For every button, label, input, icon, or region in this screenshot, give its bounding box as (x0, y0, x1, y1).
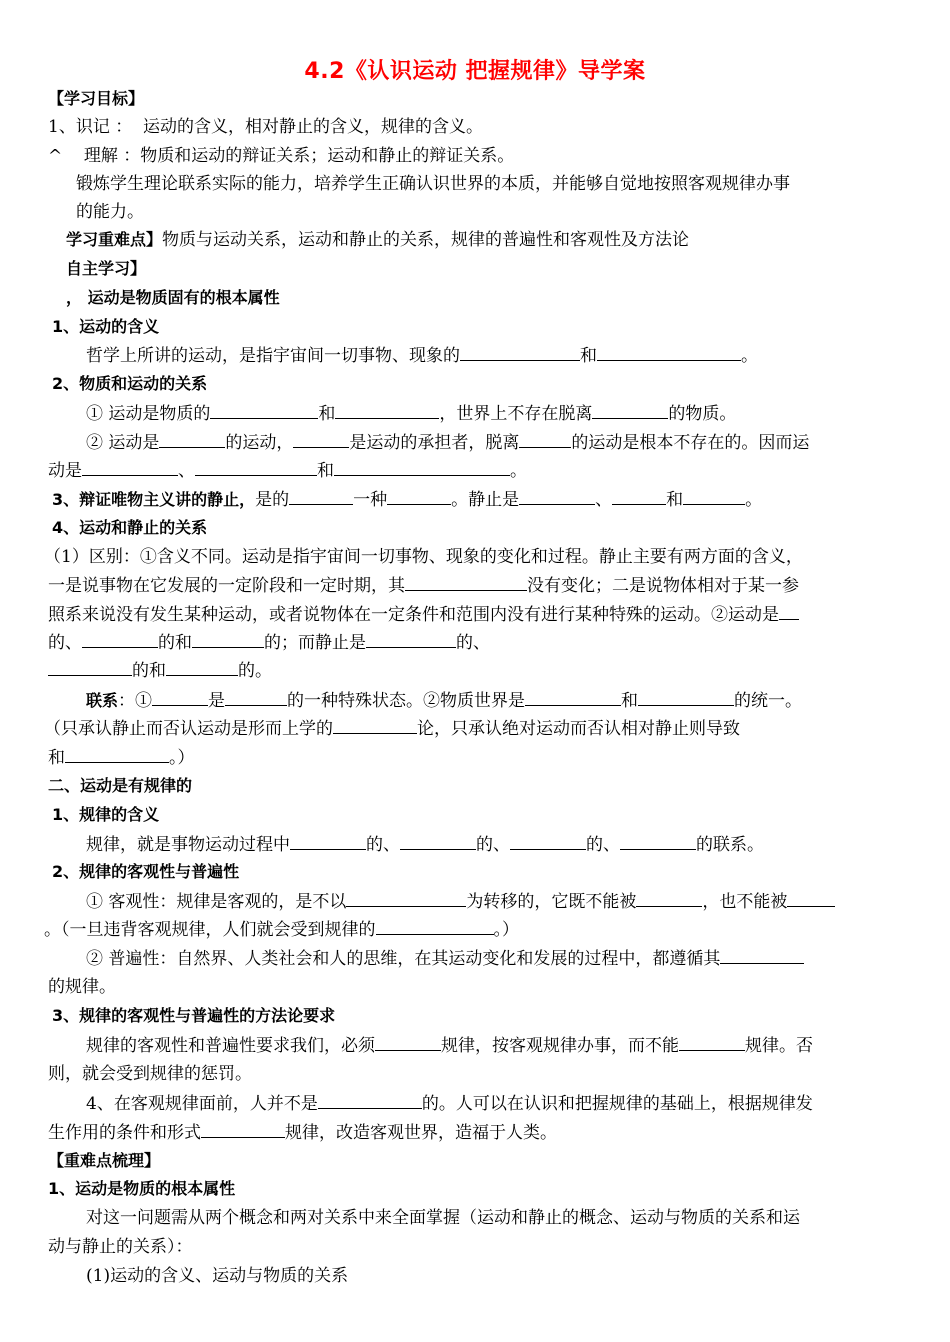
text: 。 (510, 461, 527, 481)
page-title: 4.2《认识运动 把握规律》导学案 (304, 59, 646, 84)
paragraph-2 (86, 402, 736, 425)
text: 的、 (476, 835, 510, 855)
subheading-2-2: 2、规律的客观性与普遍性 (52, 862, 240, 881)
paragraph-12 (44, 717, 740, 740)
blank[interactable] (720, 947, 804, 964)
blank[interactable] (201, 1121, 285, 1138)
text: ② 普遍性：自然界、人类社会和人的思维，在其运动变化和发展的过程中，都遵循其 (86, 949, 721, 969)
blank[interactable] (290, 833, 366, 850)
text: 4、在客观规律面前，人并不是 (86, 1094, 318, 1114)
text: 、 (178, 461, 195, 481)
text: 的、 (586, 835, 620, 855)
subheading-2-1: 1、规律的含义 (52, 805, 160, 824)
paragraph-23: 对这一问题需从两个概念和两对关系中来全面掌握（运动和静止的概念、运动与物质的关系和运 (86, 1208, 800, 1228)
text: 规律，按客观规律办事，而不能 (441, 1036, 679, 1056)
text: 规律的客观性和普遍性要求我们，必须 (86, 1036, 375, 1056)
blank[interactable] (679, 1034, 745, 1051)
blank[interactable] (638, 689, 734, 706)
text: 是运动的承担者，脱离 (349, 433, 520, 453)
text: 和 (317, 461, 334, 481)
text: ：① (118, 691, 153, 711)
objective-1 (48, 116, 483, 138)
blank[interactable] (289, 488, 353, 505)
text: 和 (621, 691, 639, 711)
paragraph-18: 的规律。 (48, 977, 116, 997)
subheading-1-3: 3、辩证唯物主义讲的静止， (52, 490, 256, 509)
paragraph-24: 动与静止的关系）： (48, 1237, 193, 1257)
blank[interactable] (195, 459, 317, 476)
blank[interactable] (333, 717, 417, 734)
text: 。） (169, 748, 195, 768)
blank[interactable] (159, 431, 225, 448)
blank[interactable] (192, 631, 264, 648)
text: ，世界上不存在脱离 (439, 404, 593, 424)
paragraph-17 (86, 947, 804, 970)
objective-3-line-2: 的能力。 (76, 202, 144, 222)
text: 哲学上所讲的运动，是指宇宙间一切事物、现象的 (86, 346, 460, 366)
paragraph-20: 则，就会受到规律的惩罚。 (48, 1064, 252, 1084)
text: ① 运动是物质的 (86, 404, 211, 424)
blank[interactable] (612, 488, 666, 505)
text: 。 (745, 490, 763, 510)
blank[interactable] (683, 488, 745, 505)
blank[interactable] (65, 746, 169, 763)
paragraph-6: （1）区别：①含义不同。运动是指宇宙间一切事物、现象的变化和过程。静止主要有两方面的含义， (44, 547, 803, 567)
objective-2-mark: ^ (48, 146, 63, 166)
blank[interactable] (636, 890, 702, 907)
blank[interactable] (510, 833, 586, 850)
paragraph-14 (86, 833, 764, 856)
paragraph-4 (48, 459, 527, 482)
text: ② 运动是 (86, 433, 160, 453)
blank[interactable] (519, 488, 595, 505)
blank[interactable] (779, 603, 799, 620)
blank[interactable] (334, 459, 510, 476)
text: 是 (208, 691, 226, 711)
paragraph-10 (48, 659, 272, 682)
section-3-heading: 【重难点梳理】 (48, 1151, 161, 1170)
objective-1-label: 1、识记 ： (48, 117, 133, 137)
subheading-1-2: 2、物质和运动的关系 (52, 374, 208, 393)
text: 的物质。 (668, 404, 737, 424)
text: 没有变化；二是说物体相对于某一参 (527, 576, 799, 596)
blank[interactable] (318, 1092, 422, 1109)
paragraph-8 (48, 603, 799, 626)
blank[interactable] (82, 631, 158, 648)
paragraph-22 (48, 1121, 557, 1144)
text: 的、 (48, 633, 82, 653)
objective-3-line-1: 锻炼学生理论联系实际的能力，培养学生正确认识世界的本质，并能够自觉地按照客观规律办事 (76, 174, 790, 194)
text: 生作用的条件和形式 (48, 1123, 201, 1143)
blank[interactable] (400, 833, 476, 850)
paragraph-19 (86, 1034, 813, 1057)
blank[interactable] (460, 344, 580, 361)
text: 一种 (353, 490, 388, 510)
text: 规律，改造客观世界，造福于人类。 (285, 1123, 557, 1143)
blank[interactable] (82, 459, 178, 476)
text: 和 (580, 346, 597, 366)
paragraph-5 (52, 488, 762, 511)
text: 动是 (48, 461, 82, 481)
text: 的和 (158, 633, 192, 653)
text: 。） (493, 920, 519, 940)
blank[interactable] (597, 344, 741, 361)
text: 的一种特殊状态。②物质世界是 (287, 691, 526, 711)
subheading-1-1: 1、运动的含义 (52, 317, 160, 336)
section-1-mark: ， (66, 288, 83, 307)
text: 规律，就是事物运动过程中 (86, 835, 290, 855)
blank[interactable] (620, 833, 696, 850)
blank[interactable] (366, 631, 456, 648)
key-points (66, 229, 689, 251)
blank[interactable] (519, 431, 571, 448)
subheading-1-4: 4、运动和静止的关系 (52, 518, 208, 537)
blank[interactable] (375, 1034, 441, 1051)
text: 的、 (366, 835, 400, 855)
blank[interactable] (387, 488, 451, 505)
objective-1-text: 运动的含义，相对静止的含义，规律的含义。 (143, 117, 484, 137)
self-study-heading: 自主学习】 (66, 259, 147, 278)
text: 为转移的，它既不能被 (466, 892, 637, 912)
text: 和 (666, 490, 684, 510)
blank[interactable] (525, 689, 621, 706)
key-points-body: 物质与运动关系，运动和静止的关系，规律的普遍性和客观性及方法论 (162, 230, 690, 250)
paragraph-3 (86, 431, 809, 454)
section-1-title: 运动是物质固有的根本属性 (87, 288, 280, 307)
text: 的。 (238, 661, 272, 681)
text: 和 (48, 748, 65, 768)
section-1-heading (66, 287, 280, 309)
text: 论，只承认绝对运动而否认相对静止则导致 (417, 719, 740, 739)
text: 的统一。 (734, 691, 803, 711)
text: 的运动， (225, 433, 294, 453)
paragraph-13 (48, 746, 195, 769)
paragraph-25: (1)运动的含义、运动与物质的关系 (86, 1266, 349, 1286)
text: 。 (741, 346, 758, 366)
text: （只承认静止而否认运动是形而上学的 (44, 719, 333, 739)
blank[interactable] (152, 689, 208, 706)
text: 是的 (255, 490, 290, 510)
blank[interactable] (787, 890, 835, 907)
objective-2 (48, 145, 514, 167)
text: 的。人可以在认识和把握规律的基础上，根据规律发 (421, 1094, 813, 1114)
blank[interactable] (405, 574, 527, 591)
objectives-heading: 【学习目标】 (48, 89, 145, 108)
text: 的和 (132, 661, 166, 681)
blank[interactable] (592, 402, 668, 419)
text: 的、 (456, 633, 490, 653)
subheading-3-1: 1、运动是物质的根本属性 (48, 1179, 236, 1198)
text: 照系来说没有发生某种运动，或者说物体在一定条件和范围内没有进行某种特殊的运动。②运动是 (48, 605, 779, 625)
text: 、 (595, 490, 613, 510)
text: 一是说事物在它发展的一定阶段和一定时期，其 (48, 576, 405, 596)
text: 的；而静止是 (264, 633, 366, 653)
text: 。（一旦违背客观规律，人们就会受到规律的 (44, 920, 376, 940)
paragraph-21 (86, 1092, 813, 1115)
paragraph-11 (86, 689, 802, 712)
objective-2-text: 理解 ：物质和运动的辩证关系；运动和静止的辩证关系。 (83, 146, 515, 166)
text: 。静止是 (451, 490, 520, 510)
key-points-label: 学习重难点】 (66, 230, 163, 249)
blank[interactable] (335, 402, 439, 419)
text: 的运动是根本不存在的。因而运 (571, 433, 810, 453)
blank[interactable] (225, 689, 287, 706)
link-label: 联系 (86, 691, 119, 710)
blank[interactable] (166, 659, 238, 676)
text: 规律。否 (745, 1036, 813, 1056)
section-2-heading: 二、运动是有规律的 (48, 776, 193, 795)
paragraph-16 (44, 918, 519, 941)
blank[interactable] (293, 431, 349, 448)
text: ① 客观性：规律是客观的，是不以 (86, 892, 347, 912)
paragraph-1 (86, 344, 758, 367)
paragraph-9 (48, 631, 490, 654)
text: ，也不能被 (702, 892, 788, 912)
blank[interactable] (346, 890, 466, 907)
paragraph-15 (86, 890, 835, 913)
text: 和 (318, 404, 336, 424)
blank[interactable] (210, 402, 318, 419)
blank[interactable] (48, 659, 132, 676)
text: 的联系。 (696, 835, 764, 855)
subheading-2-3: 3、规律的客观性与普遍性的方法论要求 (52, 1006, 336, 1025)
blank[interactable] (376, 918, 494, 935)
paragraph-7 (48, 574, 799, 597)
